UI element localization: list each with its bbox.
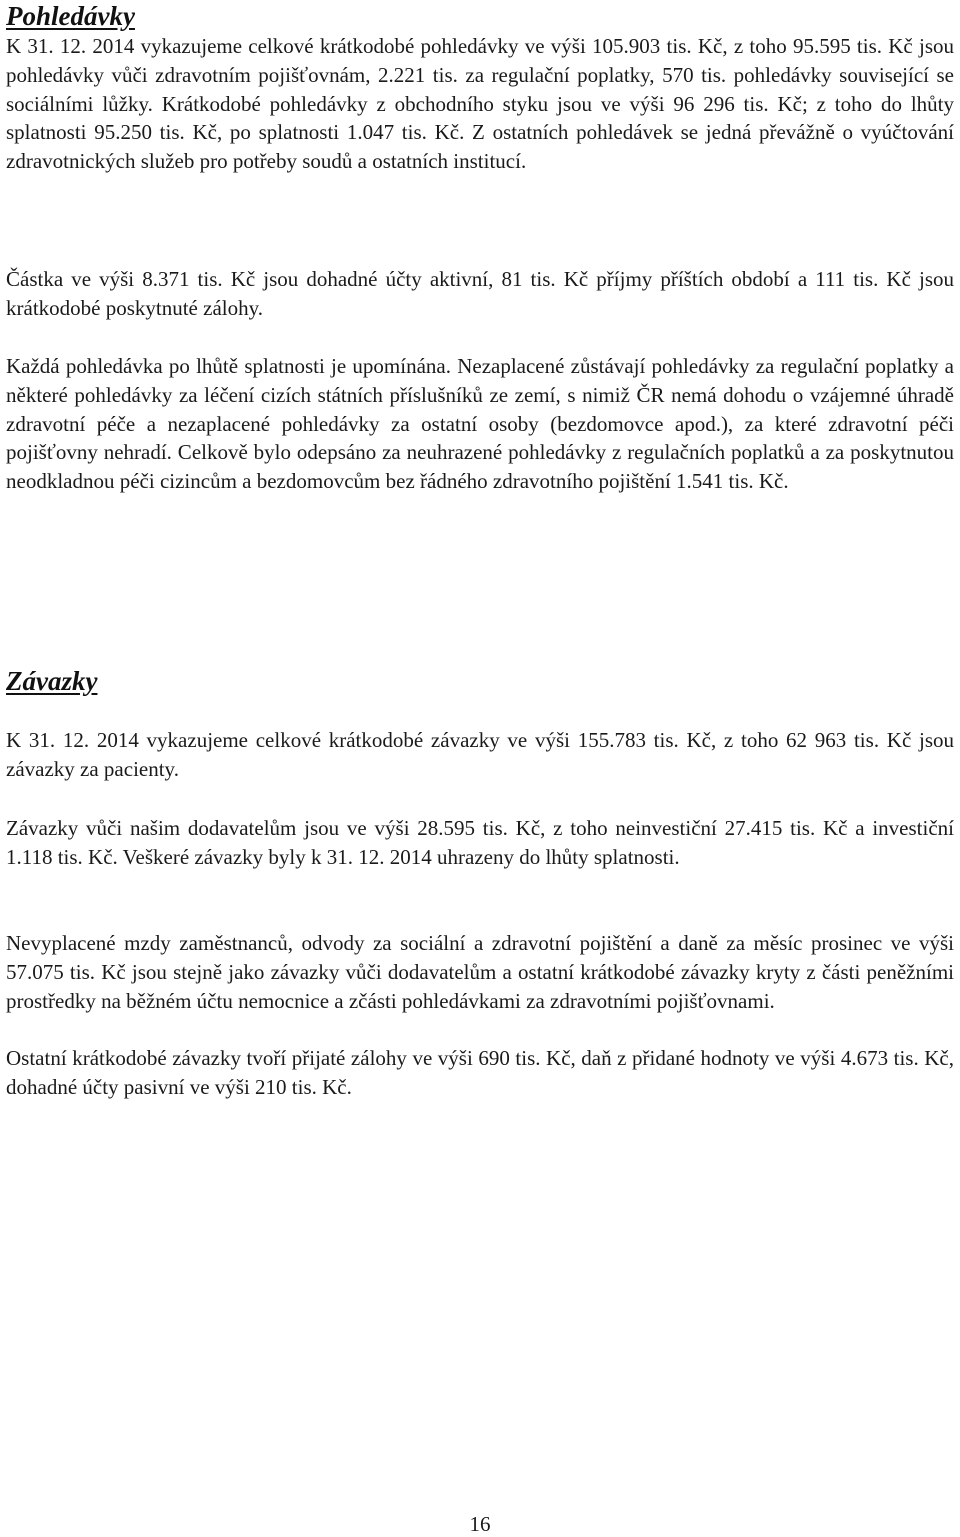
paragraph-pohledavky-reminders: Každá pohledávka po lhůtě splatnosti je upomínána. Nezaplacené zůstávají pohledávky za regulační poplatky a některé pohledávky za léčení cizích státních příslušníků ze zemí, s nimiž ČR nemá dohodu o vzájemné úhradě zdravotní péče a nezaplacené pohledávky za ostatní osoby (bezdomovce apod.), za které zdravotní péči pojišťovny nehradí. Celkově bylo odepsáno za neuhrazené pohledávky z regulačních poplatků a za poskytnutou neodkladnou péči cizincům a bezdomovcům bez řádného zdravotního pojištění 1.541 tis. Kč. (6, 354, 954, 494)
paragraph-zavazky-suppliers: Závazky vůči našim dodavatelům jsou ve výši 28.595 tis. Kč, z toho neinvestiční 27.415 tis. Kč a investiční 1.118 tis. Kč. Veškeré závazky byly k 31. 12. 2014 uhrazeny do lhůty splatnosti. (6, 816, 954, 869)
section-heading-pohledavky: Pohledávky (6, 1, 135, 31)
paragraph-zavazky-wages: Nevyplacené mzdy zaměstnanců, odvody za sociální a zdravotní pojištění a daně za měsíc prosinec ve výši 57.075 tis. Kč jsou stejně jako závazky vůči dodavatelům a ostatní krátkodobé závazky kryty z části peněžními prostředky na běžném účtu nemocnice a zčásti pohledávkami za zdravotními pojišťovnami. (6, 931, 954, 1013)
paragraph-pohledavky-summary: K 31. 12. 2014 vykazujeme celkové krátkodobé pohledávky ve výši 105.903 tis. Kč, z toho 95.595 tis. Kč jsou pohledávky vůči zdravotním pojišťovnám, 2.221 tis. za regulační poplatky, 570 tis. pohledávky související se sociálními lůžky. Krátkodobé pohledávky z obchodního styku jsou ve výši 96 296 tis. Kč; z toho do lhůty splatnosti 95.250 tis. Kč, po splatnosti 1.047 tis. Kč. Z ostatních pohledávek se jedná převážně o vyúčtování zdravotnických služeb pro potřeby soudů a ostatních institucí. (6, 34, 954, 174)
paragraph-zavazky-other: Ostatní krátkodobé závazky tvoří přijaté zálohy ve výši 690 tis. Kč, daň z přidané hodnoty ve výši 4.673 tis. Kč, dohadné účty pasivní ve výši 210 tis. Kč. (6, 1046, 954, 1099)
page-number: 16 (469, 1512, 491, 1536)
paragraph-zavazky-summary: K 31. 12. 2014 vykazujeme celkové krátkodobé závazky ve výši 155.783 tis. Kč, z toho 62 963 tis. Kč jsou závazky za pacienty. (6, 728, 954, 781)
section-heading-zavazky: Závazky (6, 666, 98, 696)
paragraph-pohledavky-accruals: Částka ve výši 8.371 tis. Kč jsou dohadné účty aktivní, 81 tis. Kč příjmy příštích období a 111 tis. Kč jsou krátkodobé poskytnuté zálohy. (6, 267, 954, 320)
